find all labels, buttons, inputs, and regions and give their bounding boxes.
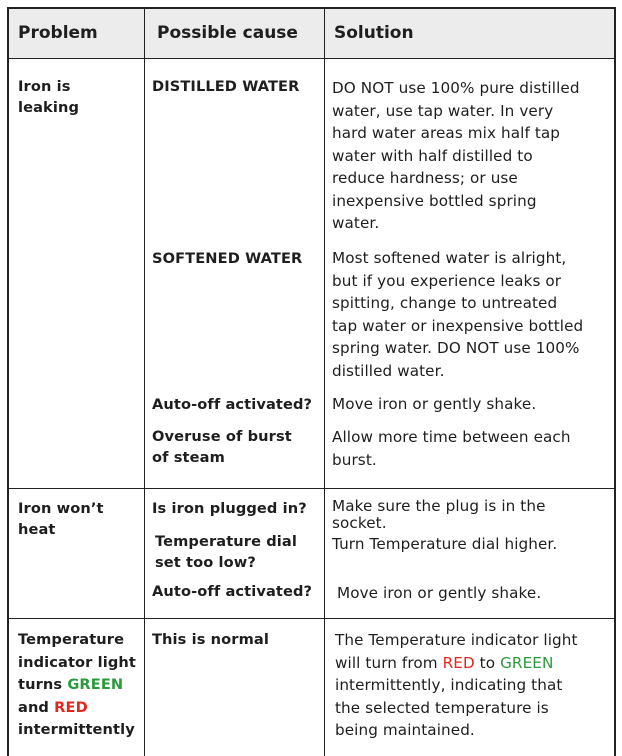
- solution-softened-water: [332, 247, 614, 382]
- solution-line: Move iron or gently shake.: [332, 395, 537, 413]
- cause-line: SOFTENED WATER: [152, 250, 303, 267]
- header-solution: Solution: [334, 23, 414, 43]
- solution-line: [335, 652, 617, 675]
- cause-line: Auto-off activated?: [152, 396, 313, 413]
- red-label: RED: [442, 653, 475, 672]
- table-header: [9, 9, 614, 58]
- cause-line: Auto-off activated?: [152, 583, 313, 600]
- problem-iron-wont-heat: [18, 498, 138, 540]
- header-cause: Possible cause: [157, 23, 298, 43]
- problem-indicator-light: [18, 629, 143, 742]
- cause-line: set too low?: [155, 554, 256, 571]
- solution-plugged-in: [332, 498, 614, 532]
- cause-plugged-in: [152, 498, 322, 519]
- solution-line: socket.: [332, 514, 387, 532]
- solution-line: Most softened water is alright,: [332, 249, 567, 267]
- solution-line: spring water. DO NOT use 100%: [332, 339, 580, 357]
- problem-line: Iron won’t: [18, 500, 104, 517]
- solution-line: burst.: [332, 450, 377, 469]
- solution-text: will turn from: [335, 653, 443, 672]
- header-problem: Problem: [18, 23, 98, 43]
- problem-line: Iron is: [18, 78, 71, 95]
- solution-line: Turn Temperature dial higher.: [332, 535, 558, 553]
- green-label: GREEN: [500, 653, 554, 672]
- problem-line: [18, 697, 143, 720]
- solution-line: the selected temperature is: [335, 698, 549, 717]
- problem-iron-leaking: [18, 76, 138, 118]
- solution-line: but if you experience leaks or: [332, 271, 562, 290]
- solution-line: Allow more time between each: [332, 428, 571, 446]
- problem-line: leaking: [18, 99, 79, 116]
- cause-normal: [152, 629, 322, 650]
- cause-distilled-water: [152, 76, 322, 97]
- cause-line: of steam: [152, 449, 225, 466]
- solution-auto-off: [332, 393, 614, 416]
- column-divider: [324, 9, 325, 756]
- solution-line: Make sure the plug is in the: [332, 497, 546, 515]
- problem-text: and: [18, 698, 55, 716]
- cause-softened-water: [152, 248, 322, 269]
- column-divider: [144, 9, 145, 756]
- cause-overuse-burst: [152, 426, 322, 468]
- solution-overuse-burst: [332, 426, 614, 471]
- solution-temperature-dial: [332, 533, 614, 556]
- cause-line: Overuse of burst: [152, 428, 292, 445]
- cause-line: Temperature dial: [155, 533, 297, 550]
- cause-temperature-dial: [155, 531, 325, 573]
- cause-auto-off-heat: [152, 581, 327, 602]
- solution-line: water.: [332, 214, 380, 232]
- solution-line: inexpensive bottled spring: [332, 191, 537, 210]
- solution-distilled-water: [332, 77, 614, 235]
- problem-line: indicator light: [18, 653, 136, 671]
- cause-line: Is iron plugged in?: [152, 500, 307, 517]
- problem-line: intermittently: [18, 721, 135, 738]
- solution-line: intermittently, indicating that: [335, 676, 563, 694]
- solution-line: Move iron or gently shake.: [337, 584, 542, 602]
- problem-text: turns: [18, 676, 68, 693]
- green-label: GREEN: [67, 676, 124, 693]
- solution-auto-off-heat: [337, 582, 614, 605]
- cause-line: DISTILLED WATER: [152, 78, 300, 95]
- solution-line: hard water areas mix half tap: [332, 124, 561, 142]
- troubleshooting-table: [7, 7, 616, 756]
- solution-line: spitting, change to untreated: [332, 294, 558, 312]
- solution-line: DO NOT use 100% pure distilled: [332, 79, 580, 97]
- row-divider: [9, 618, 614, 619]
- row-divider: [9, 58, 614, 59]
- red-label: RED: [54, 698, 88, 716]
- solution-line: reduce hardness; or use: [332, 169, 518, 187]
- solution-line: The Temperature indicator light: [335, 631, 578, 649]
- solution-line: water with half distilled to: [332, 146, 533, 165]
- problem-line: [18, 674, 143, 697]
- solution-normal: [335, 629, 617, 742]
- solution-line: distilled water.: [332, 361, 445, 380]
- cause-line: This is normal: [152, 631, 269, 648]
- solution-line: water, use tap water. In very: [332, 101, 554, 120]
- cause-auto-off: [152, 394, 327, 415]
- solution-line: being maintained.: [335, 721, 475, 739]
- problem-line: Temperature: [18, 631, 125, 648]
- solution-text: to: [474, 653, 501, 672]
- row-divider: [9, 488, 614, 489]
- problem-line: heat: [18, 521, 56, 538]
- solution-line: tap water or inexpensive bottled: [332, 316, 584, 335]
